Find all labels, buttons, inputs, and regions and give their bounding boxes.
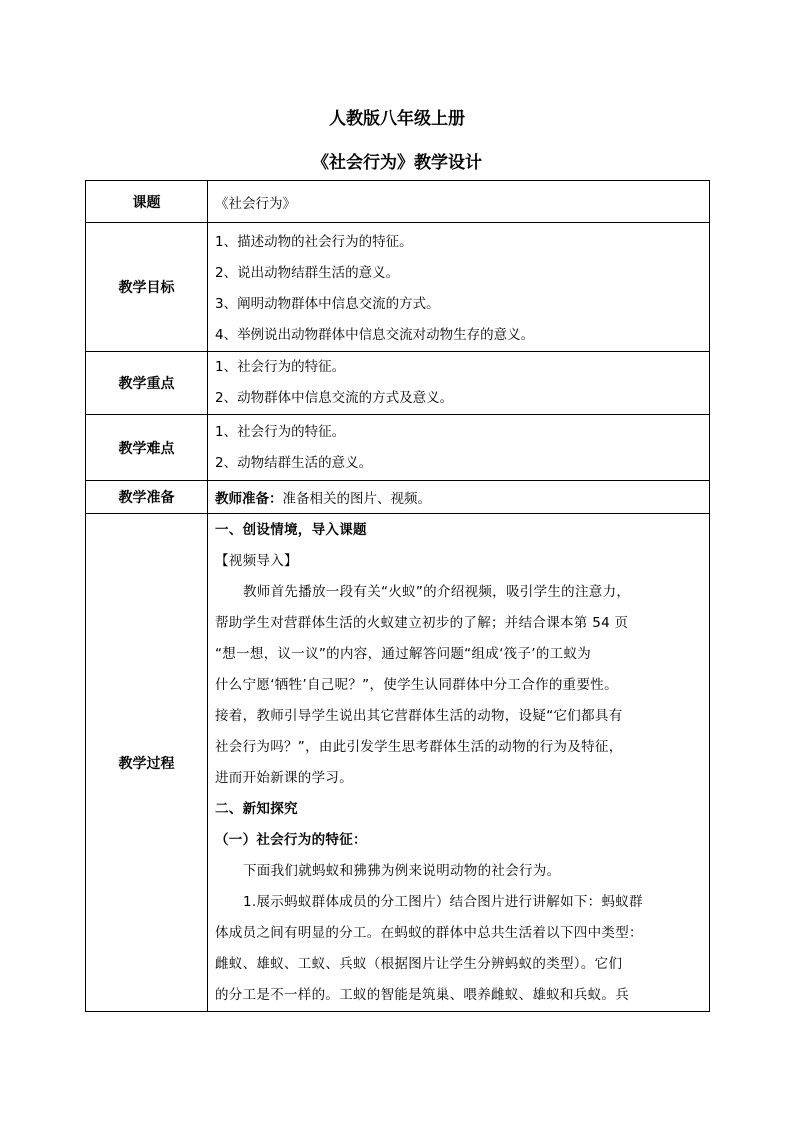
subsection-tag: 【视频导入】 [215, 553, 298, 569]
paragraph-line: 进而开始新课的学习。 [215, 770, 353, 786]
difficulties-list [208, 415, 710, 481]
row-process [86, 514, 710, 1012]
key-points-label: 教学重点 [86, 352, 208, 415]
topic-value [208, 181, 710, 223]
objective-item: 1、描述动物的社会行为的特征。 [215, 234, 413, 250]
objective-item: 2、说出动物结群生活的意义。 [215, 265, 400, 281]
objective-item: 4、举例说出动物群体中信息交流对动物生存的意义。 [215, 327, 535, 343]
difficulty-item: 1、社会行为的特征。 [215, 424, 346, 440]
paragraph-line: 什么宁愿‘牺牲’自己呢？”，使学生认同群体中分工合作的重要性。 [215, 677, 618, 693]
key-point-item: 1、社会行为的特征。 [215, 359, 346, 375]
preparation-label: 教学准备 [86, 481, 208, 514]
topic-label: 课题 [86, 181, 208, 223]
difficulty-item: 2、动物结群生活的意义。 [215, 455, 373, 471]
row-topic [86, 181, 710, 223]
row-difficulties [86, 415, 710, 481]
paragraph-line: 接着，教师引导学生说出其它营群体生活的动物，设疑“它们都具有 [215, 708, 623, 724]
paragraph-line: 帮助学生对营群体生活的火蚁建立初步的了解；并结合课本第 54 页 [215, 615, 629, 631]
paragraph-line: 社会行为吗？”，由此引发学生思考群体生活的动物的行为及特征， [215, 739, 623, 755]
row-objectives [86, 223, 710, 352]
process-label: 教学过程 [86, 514, 208, 1012]
topic-value-text: 《社会行为》 [215, 195, 296, 212]
objectives-list [208, 223, 710, 352]
document-subtitle: 《社会行为》教学设计 [312, 153, 482, 173]
section-heading: 一、创设情境，导入课题 [215, 522, 367, 538]
row-key-points [86, 352, 710, 415]
section-heading: 二、新知探究 [215, 801, 298, 817]
objective-item: 3、阐明动物群体中信息交流的方式。 [215, 296, 440, 312]
lesson-plan-table [85, 180, 710, 1012]
paragraph-line: 体成员之间有明显的分工。在蚂蚁的群体中总共生活着以下四中类型： [215, 925, 643, 941]
row-preparation [86, 481, 710, 514]
paragraph-line: 教师首先播放一段有关“火蚁”的介绍视频，吸引学生的注意力， [243, 584, 631, 600]
preparation-text: 准备相关的图片、视频。 [282, 491, 431, 507]
preparation-value [208, 481, 710, 514]
key-points-list [208, 352, 710, 415]
subsection-heading: （一）社会行为的特征： [215, 832, 367, 848]
paragraph-line: 1.展示蚂蚁群体成员的分工图片）结合图片进行讲解如下：蚂蚁群 [243, 894, 643, 910]
objectives-label: 教学目标 [86, 223, 208, 352]
difficulties-label: 教学难点 [86, 415, 208, 481]
paragraph-line: 雌蚁、雄蚁、工蚁、兵蚁（根据图片让学生分辨蚂蚁的类型）。它们 [215, 956, 623, 972]
key-point-item: 2、动物群体中信息交流的方式及意义。 [215, 390, 454, 406]
paragraph-line: 的分工是不一样的。工蚁的智能是筑巢、喂养雌蚁、雄蚁和兵蚁。兵 [215, 987, 629, 1003]
preparation-prefix: 教师准备： [215, 491, 283, 507]
document-title: 人教版八年级上册 [329, 109, 465, 129]
paragraph-line: “想一想，议一议”的内容，通过解答问题“组成‘筏子’的工蚁为 [215, 646, 592, 662]
process-content [208, 514, 710, 1012]
paragraph-line: 下面我们就蚂蚁和狒狒为例来说明动物的社会行为。 [243, 863, 561, 879]
